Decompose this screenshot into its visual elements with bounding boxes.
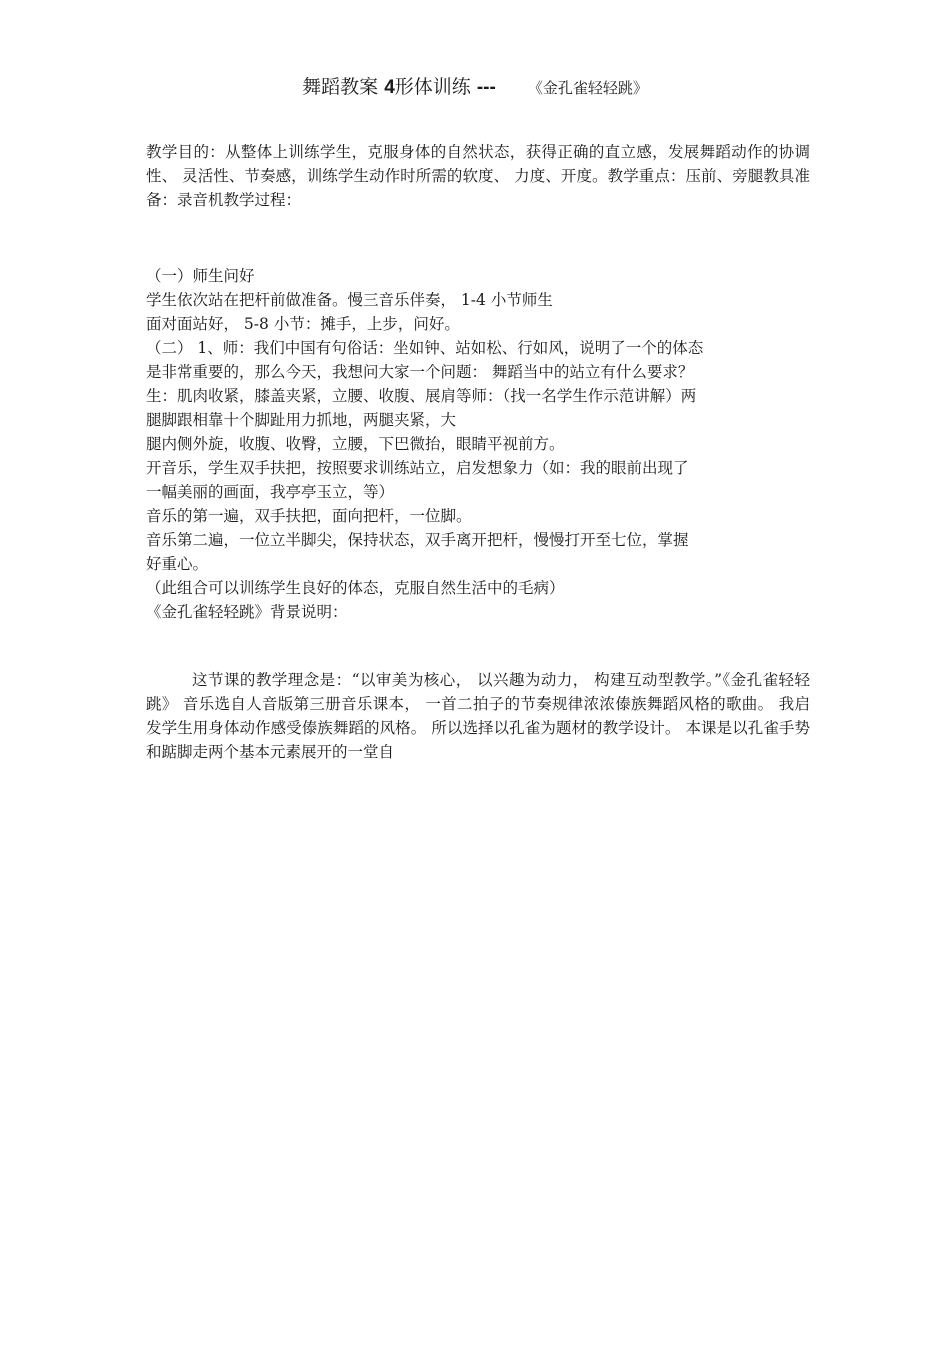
title-number: 4 (384, 77, 395, 98)
text-line: （此组合可以训练学生良好的体态，克服自然生活中的毛病） (146, 579, 565, 597)
text-line: 一幅美丽的画面，我亭亭玉立，等） (146, 483, 395, 501)
background-paragraph: 这节课的教学理念是：“以审美为核心， 以兴趣为动力， 构建互动型教学。”《金孔雀轻轻跳》 音乐选自人音版第三册音乐课本， 一首二拍子的节奏规律浓浓傣族舞蹈风格的歌曲。 我启发学生用身体动作感受傣族舞蹈的风格。 所以选择以孔雀为题材的教学设计。 本课是以孔雀手势和踮脚走两个基本元素展开的一堂自 (146, 671, 810, 761)
title-dashes: --- (476, 77, 496, 98)
text-line: 生：肌肉收紧，膝盖夹紧，立腰、收腹、展肩等师：（找一名学生作示范讲解）两 (146, 387, 697, 405)
text-line: 音乐的第一遍，双手扶把，面向把杆，一位脚。 (146, 507, 472, 525)
process-section (146, 264, 810, 624)
title-subtitle: 《金孔雀轻轻跳》 (527, 79, 648, 97)
title-middle: 形体训练 (394, 76, 471, 98)
text-line: （二） 1、师：我们中国有句俗话：坐如钟、站如松、行如风，说明了一个的体态 (146, 339, 704, 357)
objectives-paragraph: 教学目的：从整体上训练学生，克服身体的自然状态，获得正确的直立感，发展舞蹈动作的协调性、 灵活性、节奏感，训练学生动作时所需的软度、 力度、开度。教学重点：压前、旁腿教具准备：录音机教学过程： (146, 143, 810, 209)
text-line: 腿脚跟相靠十个脚趾用力抓地，两腿夹紧，大 (146, 411, 457, 429)
document-title (0, 74, 950, 101)
text-line: 《金孔雀轻轻跳》背景说明： (146, 603, 348, 621)
text-line: 面对面站好， 5-8 小节：摊手，上步，问好。 (146, 315, 460, 333)
text-line: 是非常重要的，那么今天，我想问大家一个问题： 舞蹈当中的站立有什么要求？ (146, 363, 694, 381)
text-line: 好重心。 (146, 555, 209, 573)
title-main: 舞蹈教案 (302, 76, 379, 98)
text-line: 开音乐，学生双手扶把，按照要求训练站立，启发想象力（如：我的眼前出现了 (146, 459, 689, 477)
text-line: 腿内侧外旋，收腹、收臀，立腰，下巴微抬，眼睛平视前方。 (146, 435, 565, 453)
text-line: （一）师生问好 (146, 267, 255, 285)
text-line: 学生依次站在把杆前做准备。慢三音乐伴奏， 1-4 小节师生 (146, 291, 553, 309)
text-line: 音乐第二遍，一位立半脚尖，保持状态，双手离开把杆，慢慢打开至七位，掌握 (146, 531, 689, 549)
